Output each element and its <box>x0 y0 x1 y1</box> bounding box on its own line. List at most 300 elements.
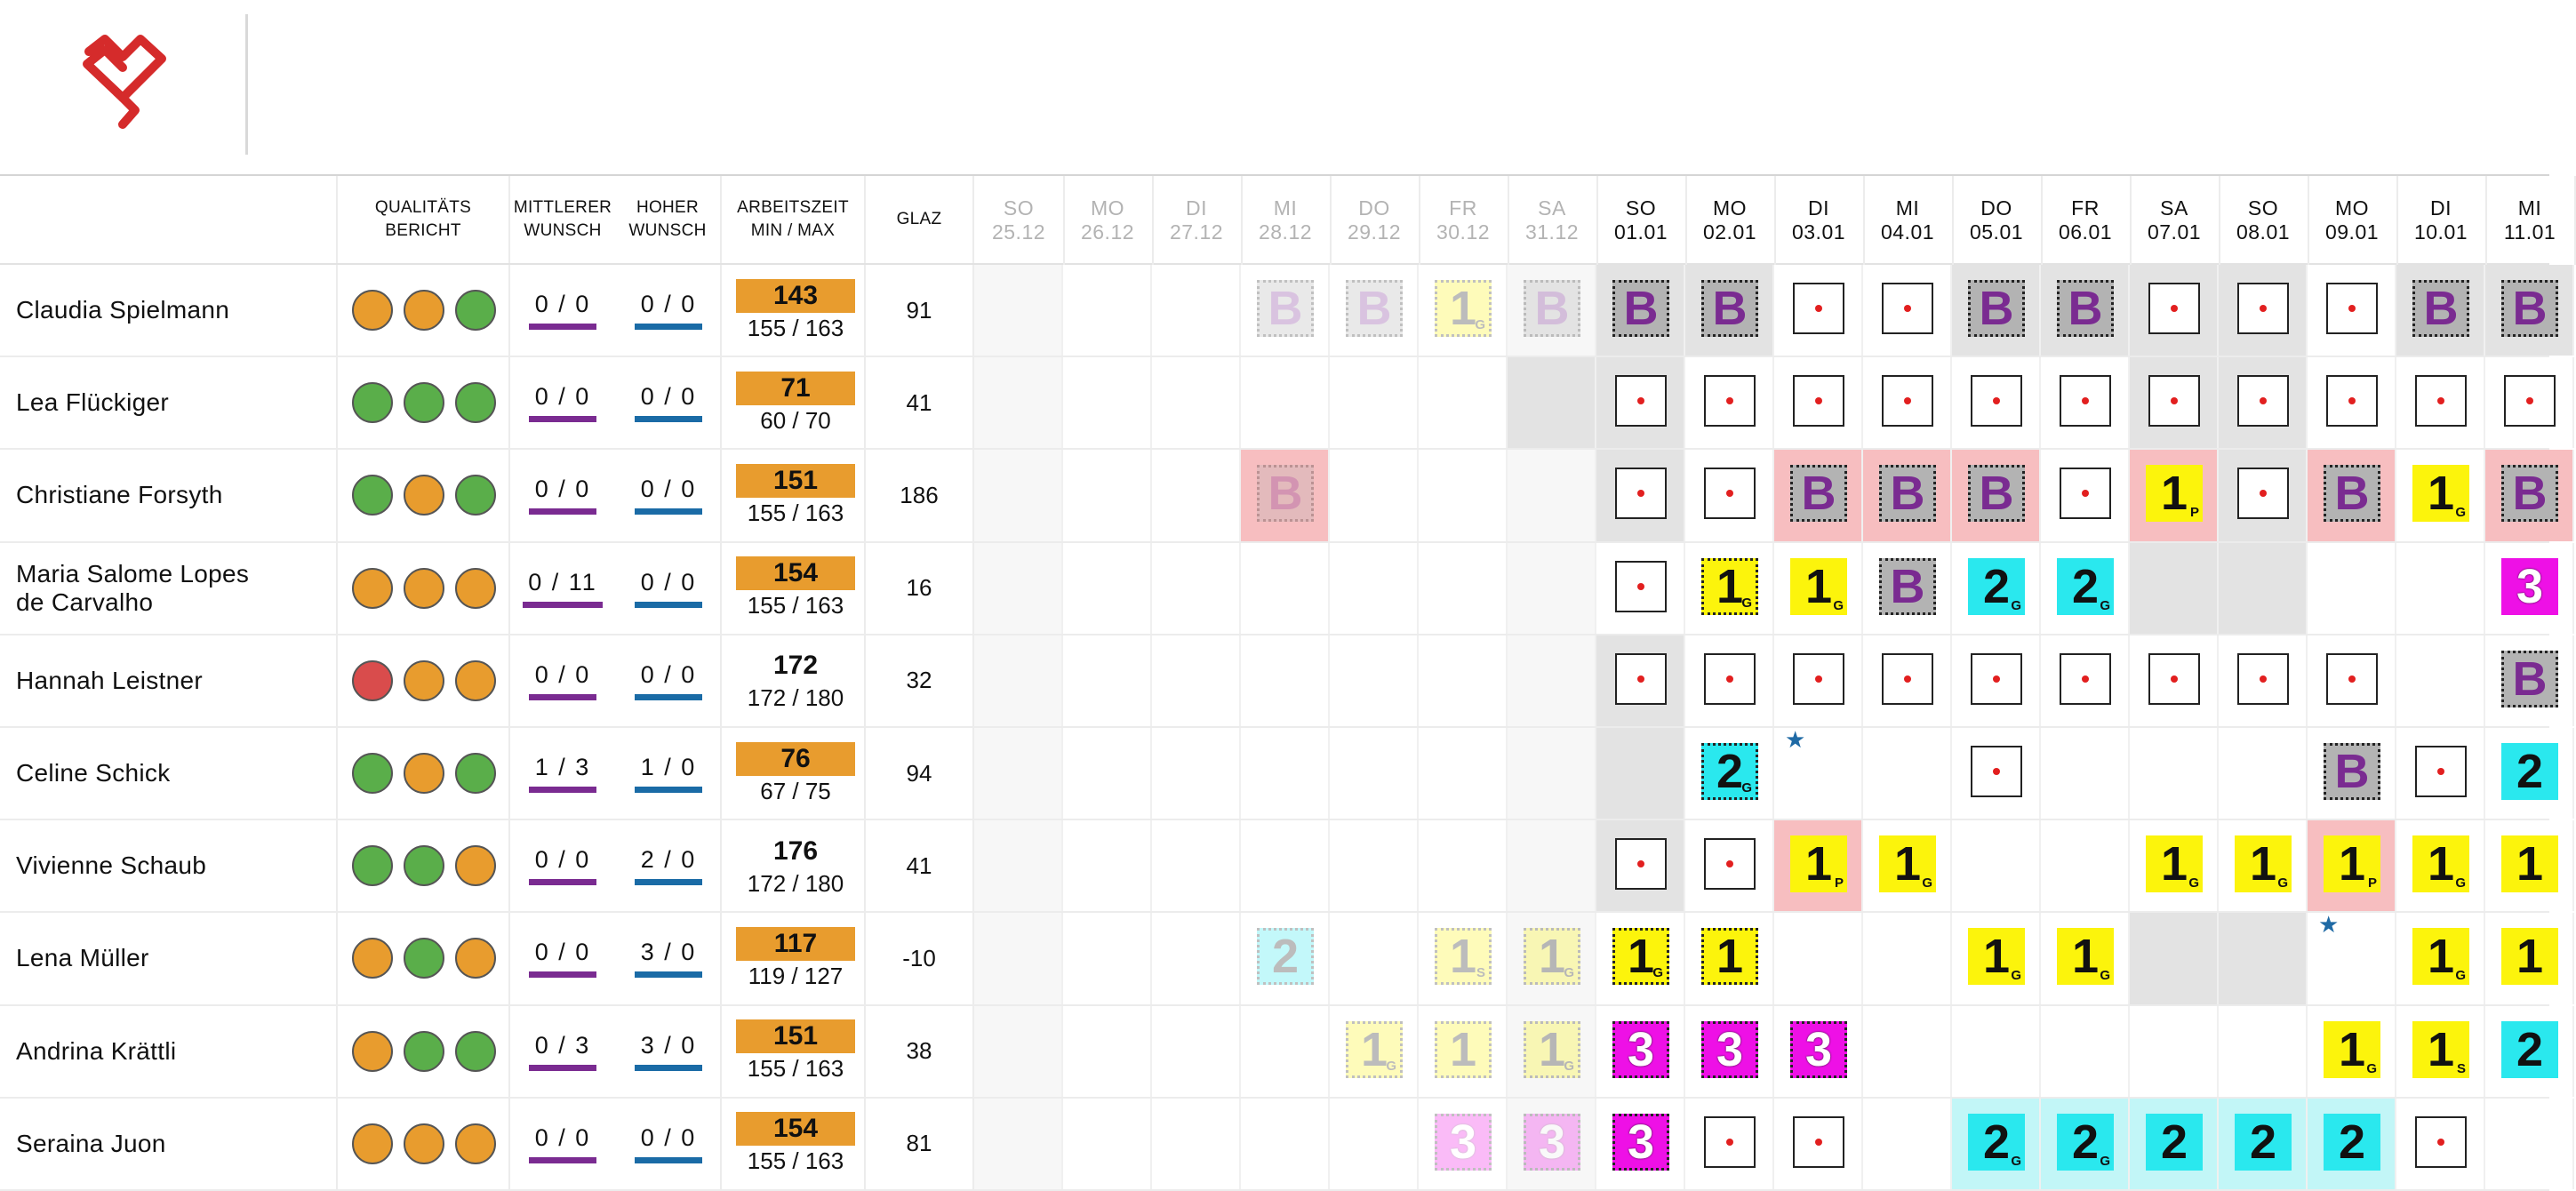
day-cell[interactable] <box>1152 1099 1241 1189</box>
empty-shift-box[interactable] <box>1704 375 1756 427</box>
day-header-10.01[interactable] <box>2396 176 2487 265</box>
day-cell[interactable] <box>2219 265 2308 356</box>
day-cell[interactable] <box>1063 543 1152 634</box>
day-cell[interactable] <box>1419 543 1508 634</box>
day-header-05.01[interactable] <box>1952 176 2043 265</box>
day-cell[interactable] <box>1863 913 1952 1003</box>
shift-1[interactable] <box>1435 928 1492 985</box>
shift-1[interactable] <box>1435 1021 1492 1078</box>
empty-shift-box[interactable] <box>1704 1116 1756 1168</box>
day-cell[interactable] <box>1685 728 1774 819</box>
empty-shift-box[interactable] <box>1882 283 1933 334</box>
shift-1[interactable] <box>2235 835 2292 892</box>
day-cell[interactable] <box>1596 635 1685 726</box>
day-cell[interactable] <box>1774 450 1863 540</box>
day-cell[interactable] <box>2396 913 2485 1003</box>
day-cell[interactable] <box>1774 1099 1863 1189</box>
day-cell[interactable] <box>1863 635 1952 726</box>
shift-1[interactable] <box>2146 835 2203 892</box>
day-cell[interactable] <box>1774 357 1863 448</box>
day-cell[interactable] <box>1241 913 1330 1003</box>
day-header-01.01[interactable] <box>1596 176 1687 265</box>
empty-shift-box[interactable] <box>1971 375 2022 427</box>
empty-shift-box[interactable] <box>2415 1116 2467 1168</box>
day-cell[interactable] <box>1330 728 1419 819</box>
employee-row[interactable] <box>0 450 2549 542</box>
shift-B[interactable] <box>2501 465 2558 522</box>
day-cell[interactable] <box>2308 635 2396 726</box>
day-header-31.12[interactable] <box>1508 176 1598 265</box>
employee-row[interactable] <box>0 635 2549 728</box>
empty-shift-box[interactable] <box>2237 283 2289 334</box>
empty-shift-box[interactable] <box>1615 653 1667 705</box>
empty-shift-box[interactable] <box>1882 375 1933 427</box>
empty-shift-box[interactable] <box>1615 468 1667 519</box>
day-cell[interactable] <box>1863 820 1952 911</box>
shift-1[interactable] <box>2501 835 2558 892</box>
day-cell[interactable] <box>2219 357 2308 448</box>
shift-1[interactable] <box>2057 928 2114 985</box>
day-cell[interactable] <box>1152 265 1241 356</box>
employee-row[interactable] <box>0 728 2549 820</box>
day-cell[interactable] <box>1508 1099 1596 1189</box>
day-cell[interactable] <box>1952 913 2041 1003</box>
day-cell[interactable] <box>1596 728 1685 819</box>
employee-name[interactable]: Maria Salome Lopes de Carvalho <box>16 559 250 616</box>
day-cell[interactable] <box>1419 728 1508 819</box>
day-cell[interactable] <box>2308 357 2396 448</box>
day-header-29.12[interactable] <box>1330 176 1420 265</box>
day-cell[interactable] <box>1508 1006 1596 1097</box>
empty-shift-box[interactable] <box>1615 561 1667 612</box>
day-cell[interactable] <box>2041 450 2130 540</box>
day-cell[interactable] <box>1774 1006 1863 1097</box>
day-cell[interactable] <box>1952 1006 2041 1097</box>
mittlerer-wunsch[interactable] <box>510 913 615 1003</box>
shift-B[interactable] <box>1879 558 1936 615</box>
shift-B[interactable] <box>1524 280 1580 337</box>
day-cell[interactable] <box>2396 820 2485 911</box>
day-cell[interactable] <box>1508 635 1596 726</box>
day-cell[interactable] <box>2219 913 2308 1003</box>
day-cell[interactable] <box>1419 820 1508 911</box>
day-cell[interactable] <box>2130 1099 2219 1189</box>
day-cell[interactable] <box>2485 820 2574 911</box>
empty-shift-box[interactable] <box>2504 375 2556 427</box>
empty-shift-box[interactable] <box>1704 653 1756 705</box>
day-cell[interactable] <box>1774 728 1863 819</box>
shift-1[interactable] <box>1612 928 1669 985</box>
day-cell[interactable] <box>2485 1099 2574 1189</box>
empty-shift-box[interactable] <box>1971 746 2022 797</box>
mittlerer-wunsch[interactable] <box>510 728 615 819</box>
day-cell[interactable] <box>2485 1006 2574 1097</box>
shift-B[interactable] <box>2501 651 2558 707</box>
day-cell[interactable] <box>1774 265 1863 356</box>
day-cell[interactable] <box>1330 913 1419 1003</box>
day-cell[interactable] <box>1774 543 1863 634</box>
employee-name[interactable]: Andrina Krättli <box>16 1036 177 1065</box>
day-cell[interactable] <box>2041 635 2130 726</box>
empty-shift-box[interactable] <box>2415 375 2467 427</box>
shift-1[interactable] <box>1790 835 1847 892</box>
heart-logo-icon[interactable] <box>69 36 174 135</box>
day-cell[interactable] <box>2041 265 2130 356</box>
day-cell[interactable] <box>1685 357 1774 448</box>
mittlerer-wunsch[interactable] <box>510 820 615 911</box>
day-cell[interactable] <box>1508 543 1596 634</box>
day-cell[interactable] <box>2041 1006 2130 1097</box>
shift-1[interactable] <box>1701 558 1758 615</box>
day-cell[interactable] <box>1063 820 1152 911</box>
day-cell[interactable] <box>1419 635 1508 726</box>
day-header-30.12[interactable] <box>1419 176 1509 265</box>
day-cell[interactable] <box>1152 635 1241 726</box>
shift-B[interactable] <box>1612 280 1669 337</box>
shift-1[interactable] <box>1968 928 2025 985</box>
day-header-09.01[interactable] <box>2308 176 2398 265</box>
day-cell[interactable] <box>2396 728 2485 819</box>
day-cell[interactable] <box>1419 450 1508 540</box>
empty-shift-box[interactable] <box>1704 838 1756 890</box>
employee-name[interactable]: Seraina Juon <box>16 1129 166 1157</box>
day-cell[interactable] <box>1685 1099 1774 1189</box>
day-cell[interactable] <box>2308 1099 2396 1189</box>
shift-3[interactable] <box>1612 1114 1669 1171</box>
day-cell[interactable] <box>1241 265 1330 356</box>
empty-shift-box[interactable] <box>2148 283 2200 334</box>
shift-1[interactable] <box>1790 558 1847 615</box>
shift-B[interactable] <box>1968 465 2025 522</box>
mittlerer-wunsch[interactable] <box>510 357 615 448</box>
day-cell[interactable] <box>2396 543 2485 634</box>
empty-shift-box[interactable] <box>2148 653 2200 705</box>
empty-shift-box[interactable] <box>1793 1116 1844 1168</box>
day-cell[interactable] <box>2219 1099 2308 1189</box>
shift-B[interactable] <box>2501 280 2558 337</box>
day-cell[interactable] <box>2130 1006 2219 1097</box>
day-cell[interactable] <box>2041 913 2130 1003</box>
day-cell[interactable] <box>1863 1006 1952 1097</box>
day-cell[interactable] <box>1330 543 1419 634</box>
day-cell[interactable] <box>2219 635 2308 726</box>
shift-1[interactable] <box>2412 1021 2469 1078</box>
day-cell[interactable] <box>974 357 1063 448</box>
employee-row[interactable] <box>0 357 2549 450</box>
day-cell[interactable] <box>1596 450 1685 540</box>
day-cell[interactable] <box>1241 543 1330 634</box>
day-cell[interactable] <box>2396 265 2485 356</box>
day-cell[interactable] <box>1241 1099 1330 1189</box>
day-cell[interactable] <box>2396 450 2485 540</box>
shift-B[interactable] <box>1790 465 1847 522</box>
day-cell[interactable] <box>2396 1006 2485 1097</box>
day-cell[interactable] <box>2485 913 2574 1003</box>
day-cell[interactable] <box>1596 913 1685 1003</box>
day-cell[interactable] <box>1596 1006 1685 1097</box>
employee-row[interactable] <box>0 1099 2549 1191</box>
shift-1[interactable] <box>2412 928 2469 985</box>
shift-B[interactable] <box>2324 465 2380 522</box>
day-cell[interactable] <box>2041 357 2130 448</box>
shift-2[interactable] <box>2235 1114 2292 1171</box>
day-header-27.12[interactable] <box>1152 176 1243 265</box>
shift-B[interactable] <box>1346 280 1403 337</box>
employee-row[interactable] <box>0 265 2549 357</box>
day-cell[interactable] <box>1063 357 1152 448</box>
day-cell[interactable] <box>1685 265 1774 356</box>
empty-shift-box[interactable] <box>2237 468 2289 519</box>
day-cell[interactable] <box>1774 635 1863 726</box>
shift-1[interactable] <box>2324 835 2380 892</box>
shift-2[interactable] <box>1701 743 1758 800</box>
day-cell[interactable] <box>1952 543 2041 634</box>
day-cell[interactable] <box>1774 913 1863 1003</box>
employee-row[interactable] <box>0 1006 2549 1099</box>
day-cell[interactable] <box>2130 265 2219 356</box>
shift-2[interactable] <box>2501 743 2558 800</box>
employee-name[interactable]: Celine Schick <box>16 759 171 787</box>
shift-1[interactable] <box>1701 928 1758 985</box>
day-cell[interactable] <box>1863 357 1952 448</box>
day-cell[interactable] <box>1152 357 1241 448</box>
day-cell[interactable] <box>1952 450 2041 540</box>
day-cell[interactable] <box>1685 913 1774 1003</box>
shift-2[interactable] <box>1257 928 1314 985</box>
empty-shift-box[interactable] <box>1615 838 1667 890</box>
shift-B[interactable] <box>1701 280 1758 337</box>
day-header-06.01[interactable] <box>2041 176 2132 265</box>
shift-1[interactable] <box>1346 1021 1403 1078</box>
day-cell[interactable] <box>1063 1099 1152 1189</box>
employee-row[interactable] <box>0 543 2549 635</box>
empty-shift-box[interactable] <box>1704 468 1756 519</box>
shift-1[interactable] <box>1879 835 1936 892</box>
day-cell[interactable] <box>1508 265 1596 356</box>
empty-shift-box[interactable] <box>2237 653 2289 705</box>
day-cell[interactable] <box>1685 1006 1774 1097</box>
day-cell[interactable] <box>1685 635 1774 726</box>
day-cell[interactable] <box>1063 265 1152 356</box>
empty-shift-box[interactable] <box>2326 283 2378 334</box>
shift-B[interactable] <box>2412 280 2469 337</box>
day-cell[interactable] <box>2041 728 2130 819</box>
day-cell[interactable] <box>2485 635 2574 726</box>
day-cell[interactable] <box>1863 450 1952 540</box>
empty-shift-box[interactable] <box>2060 653 2111 705</box>
empty-shift-box[interactable] <box>2060 468 2111 519</box>
day-cell[interactable] <box>1330 1006 1419 1097</box>
shift-B[interactable] <box>2057 280 2114 337</box>
day-cell[interactable] <box>2130 450 2219 540</box>
day-cell[interactable] <box>1774 820 1863 911</box>
empty-shift-box[interactable] <box>2415 746 2467 797</box>
day-cell[interactable] <box>2130 913 2219 1003</box>
day-cell[interactable] <box>1596 265 1685 356</box>
empty-shift-box[interactable] <box>1793 375 1844 427</box>
day-cell[interactable] <box>1152 728 1241 819</box>
day-cell[interactable] <box>2308 1006 2396 1097</box>
day-header-02.01[interactable] <box>1685 176 1776 265</box>
day-cell[interactable] <box>1508 913 1596 1003</box>
day-cell[interactable] <box>974 543 1063 634</box>
shift-2[interactable] <box>1968 558 2025 615</box>
shift-1[interactable] <box>2146 465 2203 522</box>
day-cell[interactable] <box>1241 357 1330 448</box>
shift-1[interactable] <box>2412 465 2469 522</box>
day-cell[interactable] <box>1685 820 1774 911</box>
day-cell[interactable] <box>1508 357 1596 448</box>
empty-shift-box[interactable] <box>2326 375 2378 427</box>
employee-name[interactable]: Claudia Spielmann <box>16 296 230 324</box>
mittlerer-wunsch[interactable] <box>510 1099 615 1189</box>
day-cell[interactable] <box>1330 1099 1419 1189</box>
empty-shift-box[interactable] <box>2237 375 2289 427</box>
day-cell[interactable] <box>2308 265 2396 356</box>
day-cell[interactable] <box>974 728 1063 819</box>
day-cell[interactable] <box>2308 450 2396 540</box>
shift-3[interactable] <box>1612 1021 1669 1078</box>
employee-name[interactable]: Lena Müller <box>16 944 149 972</box>
mittlerer-wunsch[interactable] <box>510 635 615 726</box>
day-cell[interactable] <box>2130 635 2219 726</box>
day-cell[interactable] <box>1330 450 1419 540</box>
employee-row[interactable] <box>0 820 2549 913</box>
day-cell[interactable] <box>1863 728 1952 819</box>
day-header-25.12[interactable] <box>974 176 1065 265</box>
day-cell[interactable] <box>974 913 1063 1003</box>
day-cell[interactable] <box>1508 450 1596 540</box>
day-header-28.12[interactable] <box>1241 176 1332 265</box>
day-cell[interactable] <box>1596 820 1685 911</box>
day-cell[interactable] <box>1241 820 1330 911</box>
day-cell[interactable] <box>1419 1006 1508 1097</box>
day-cell[interactable] <box>1419 357 1508 448</box>
day-cell[interactable] <box>1063 728 1152 819</box>
shift-3[interactable] <box>2501 558 2558 615</box>
shift-3[interactable] <box>1790 1021 1847 1078</box>
day-cell[interactable] <box>974 1099 1063 1189</box>
day-cell[interactable] <box>2041 1099 2130 1189</box>
day-cell[interactable] <box>2396 635 2485 726</box>
shift-B[interactable] <box>1879 465 1936 522</box>
shift-2[interactable] <box>2324 1114 2380 1171</box>
shift-1[interactable] <box>1524 928 1580 985</box>
day-header-07.01[interactable] <box>2130 176 2220 265</box>
day-header-11.01[interactable] <box>2485 176 2576 265</box>
day-cell[interactable] <box>1330 820 1419 911</box>
shift-1[interactable] <box>2324 1021 2380 1078</box>
shift-2[interactable] <box>2057 558 2114 615</box>
day-cell[interactable] <box>2130 543 2219 634</box>
day-cell[interactable] <box>2130 728 2219 819</box>
day-cell[interactable] <box>2041 820 2130 911</box>
day-cell[interactable] <box>1863 265 1952 356</box>
day-cell[interactable] <box>1152 450 1241 540</box>
day-cell[interactable] <box>1330 635 1419 726</box>
day-cell[interactable] <box>2219 728 2308 819</box>
day-cell[interactable] <box>1152 820 1241 911</box>
day-cell[interactable] <box>2308 543 2396 634</box>
shift-2[interactable] <box>2501 1021 2558 1078</box>
day-cell[interactable] <box>1685 543 1774 634</box>
empty-shift-box[interactable] <box>2060 375 2111 427</box>
day-header-08.01[interactable] <box>2219 176 2309 265</box>
shift-1[interactable] <box>1435 280 1492 337</box>
shift-3[interactable] <box>1435 1114 1492 1171</box>
day-header-03.01[interactable] <box>1774 176 1865 265</box>
day-cell[interactable] <box>1063 913 1152 1003</box>
day-cell[interactable] <box>1152 543 1241 634</box>
day-cell[interactable] <box>974 635 1063 726</box>
shift-B[interactable] <box>1257 465 1314 522</box>
shift-3[interactable] <box>1524 1114 1580 1171</box>
employee-name[interactable]: Hannah Leistner <box>16 666 203 694</box>
day-cell[interactable] <box>1508 728 1596 819</box>
empty-shift-box[interactable] <box>1615 375 1667 427</box>
day-cell[interactable] <box>1152 913 1241 1003</box>
day-cell[interactable] <box>2308 728 2396 819</box>
day-cell[interactable] <box>1419 913 1508 1003</box>
empty-shift-box[interactable] <box>1793 653 1844 705</box>
day-cell[interactable] <box>1152 1006 1241 1097</box>
empty-shift-box[interactable] <box>2326 653 2378 705</box>
day-cell[interactable] <box>1952 728 2041 819</box>
day-cell[interactable] <box>2308 820 2396 911</box>
day-cell[interactable] <box>1863 1099 1952 1189</box>
employee-name[interactable]: Christiane Forsyth <box>16 481 223 509</box>
day-cell[interactable] <box>974 1006 1063 1097</box>
day-cell[interactable] <box>1952 265 2041 356</box>
shift-B[interactable] <box>1968 280 2025 337</box>
day-cell[interactable] <box>1596 1099 1685 1189</box>
day-cell[interactable] <box>2041 543 2130 634</box>
day-cell[interactable] <box>1330 357 1419 448</box>
day-cell[interactable] <box>1952 357 2041 448</box>
mittlerer-wunsch[interactable] <box>510 265 615 356</box>
day-cell[interactable] <box>1419 1099 1508 1189</box>
day-cell[interactable] <box>1241 635 1330 726</box>
day-header-04.01[interactable] <box>1863 176 1954 265</box>
mittlerer-wunsch[interactable] <box>510 450 615 540</box>
day-cell[interactable] <box>1063 450 1152 540</box>
shift-2[interactable] <box>2057 1114 2114 1171</box>
day-cell[interactable] <box>1330 265 1419 356</box>
day-cell[interactable] <box>974 265 1063 356</box>
day-cell[interactable] <box>1952 820 2041 911</box>
day-cell[interactable] <box>2130 820 2219 911</box>
day-cell[interactable] <box>1863 543 1952 634</box>
employee-row[interactable] <box>0 913 2549 1005</box>
day-header-26.12[interactable] <box>1063 176 1154 265</box>
employee-name[interactable]: Vivienne Schaub <box>16 851 207 880</box>
day-cell[interactable] <box>974 450 1063 540</box>
day-cell[interactable] <box>1685 450 1774 540</box>
day-cell[interactable] <box>1508 820 1596 911</box>
day-cell[interactable] <box>974 820 1063 911</box>
mittlerer-wunsch[interactable] <box>510 1006 615 1097</box>
day-cell[interactable] <box>1241 450 1330 540</box>
day-cell[interactable] <box>2396 357 2485 448</box>
day-cell[interactable] <box>2219 820 2308 911</box>
empty-shift-box[interactable] <box>1971 653 2022 705</box>
day-cell[interactable] <box>1241 1006 1330 1097</box>
day-cell[interactable] <box>1596 543 1685 634</box>
day-cell[interactable] <box>1419 265 1508 356</box>
day-cell[interactable] <box>1952 1099 2041 1189</box>
day-cell[interactable] <box>2485 265 2574 356</box>
day-cell[interactable] <box>2485 450 2574 540</box>
